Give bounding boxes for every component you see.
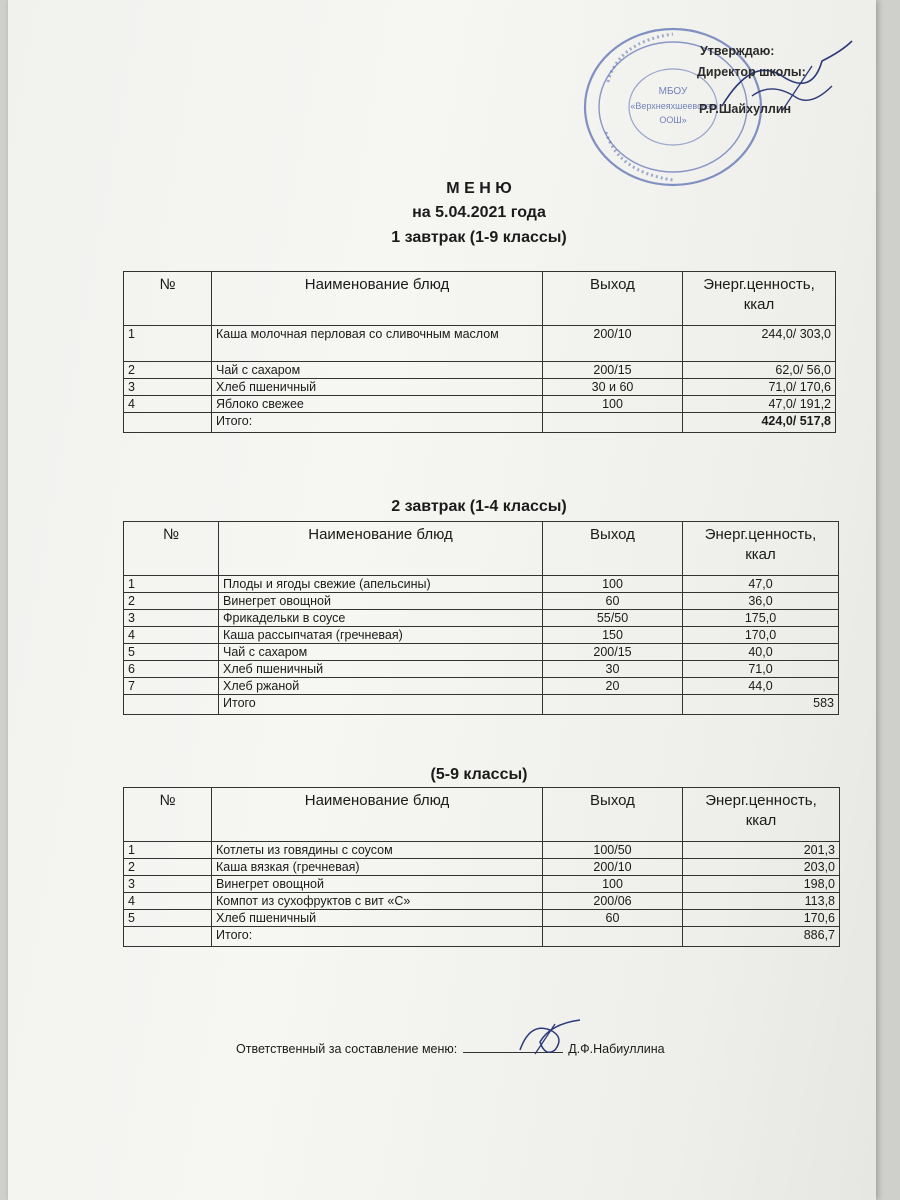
menu-table-2: № Наименование блюд Выход Энерг.ценность, ккал 1 Плоды и ягоды свежие (апельсины) 100 47,0 2 Винегрет овощной 60 36,0 3 Фрикадельки в соусе 55/50 175,0 4 Каша рассыпчатая (гречневая) 150 170,0 5 Чай с сахаром 200/15 40,0 6 Хлеб пшеничный 30 71,0 7 Хлеб ржаной 20 44,0 Итого 583 xyxy=(123,521,839,715)
table-row: 5 Чай с сахаром 200/15 40,0 xyxy=(124,644,839,661)
approve-label: Утверждаю: xyxy=(700,44,775,58)
footer-name: Д.Ф.Набиуллина xyxy=(568,1042,665,1056)
approval-block xyxy=(697,44,867,117)
col-name: Наименование блюд xyxy=(212,272,543,326)
menu-title: М Е Н Ю xyxy=(446,180,512,197)
section1-title: 1 завтрак (1-9 классы) xyxy=(391,229,567,246)
svg-text:«Верхнеяхшеевская: «Верхнеяхшеевская xyxy=(630,101,716,111)
table-row: 4 Компот из сухофруктов с вит «С» 200/06 113,8 xyxy=(124,893,840,910)
section3-title: (5-9 классы) xyxy=(430,766,528,783)
table-row: 3 Фрикадельки в соусе 55/50 175,0 xyxy=(124,610,839,627)
table-row: 5 Хлеб пшеничный 60 170,6 xyxy=(124,910,840,927)
footer-label: Ответственный за составление меню: xyxy=(236,1042,458,1056)
total-row: Итого 583 xyxy=(124,695,839,715)
table-row: 6 Хлеб пшеничный 30 71,0 xyxy=(124,661,839,678)
table-row: 7 Хлеб ржаной 20 44,0 xyxy=(124,678,839,695)
table-row: 4 Каша рассыпчатая (гречневая) 150 170,0 xyxy=(124,627,839,644)
table-row: 2 Чай с сахаром 200/15 62,0/ 56,0 xyxy=(124,362,836,379)
svg-text:МБОУ: МБОУ xyxy=(658,86,688,97)
table-row: 3 Хлеб пшеничный 30 и 60 71,0/ 170,6 xyxy=(124,379,836,396)
total-row: Итого: 424,0/ 517,8 xyxy=(124,413,836,433)
table-row: 2 Винегрет овощной 60 36,0 xyxy=(124,593,839,610)
responsible-signature xyxy=(510,1012,590,1062)
table-row: 4 Яблоко свежее 100 47,0/ 191,2 xyxy=(124,396,836,413)
table-row: 2 Каша вязкая (гречневая) 200/10 203,0 xyxy=(124,859,840,876)
table-row: 3 Винегрет овощной 100 198,0 xyxy=(124,876,840,893)
director-name: Р.Р.Шайхуллин xyxy=(699,102,792,116)
director-label: Директор школы: xyxy=(697,65,806,79)
table-row: 1 Каша молочная перловая со сливочным маслом 200/10 244,0/ 303,0 xyxy=(124,326,836,362)
footer xyxy=(236,1040,665,1056)
menu-table-3: № Наименование блюд Выход Энерг.ценность, ккал 1 Котлеты из говядины с соусом 100/50 201,3 2 Каша вязкая (гречневая) 200/10 203,0 3 Винегрет овощной 100 198,0 4 Компот из сухофруктов с вит «С» 200/06 113,8 5 Хлеб пшеничный 60 170,6 Итого: 886,7 xyxy=(123,787,840,947)
col-energy: Энерг.ценность, ккал xyxy=(683,272,836,326)
menu-table-1 xyxy=(123,271,836,433)
table-row: 1 Плоды и ягоды свежие (апельсины) 100 47,0 xyxy=(124,576,839,593)
table-row: 1 Котлеты из говядины с соусом 100/50 201,3 xyxy=(124,842,840,859)
menu-date: на 5.04.2021 года xyxy=(412,204,546,221)
total-row: Итого: 886,7 xyxy=(124,927,840,947)
col-yield: Выход xyxy=(543,272,683,326)
col-num: № xyxy=(124,272,212,326)
svg-text:ООШ»: ООШ» xyxy=(659,115,687,125)
section2-title: 2 завтрак (1-4 классы) xyxy=(391,498,567,515)
